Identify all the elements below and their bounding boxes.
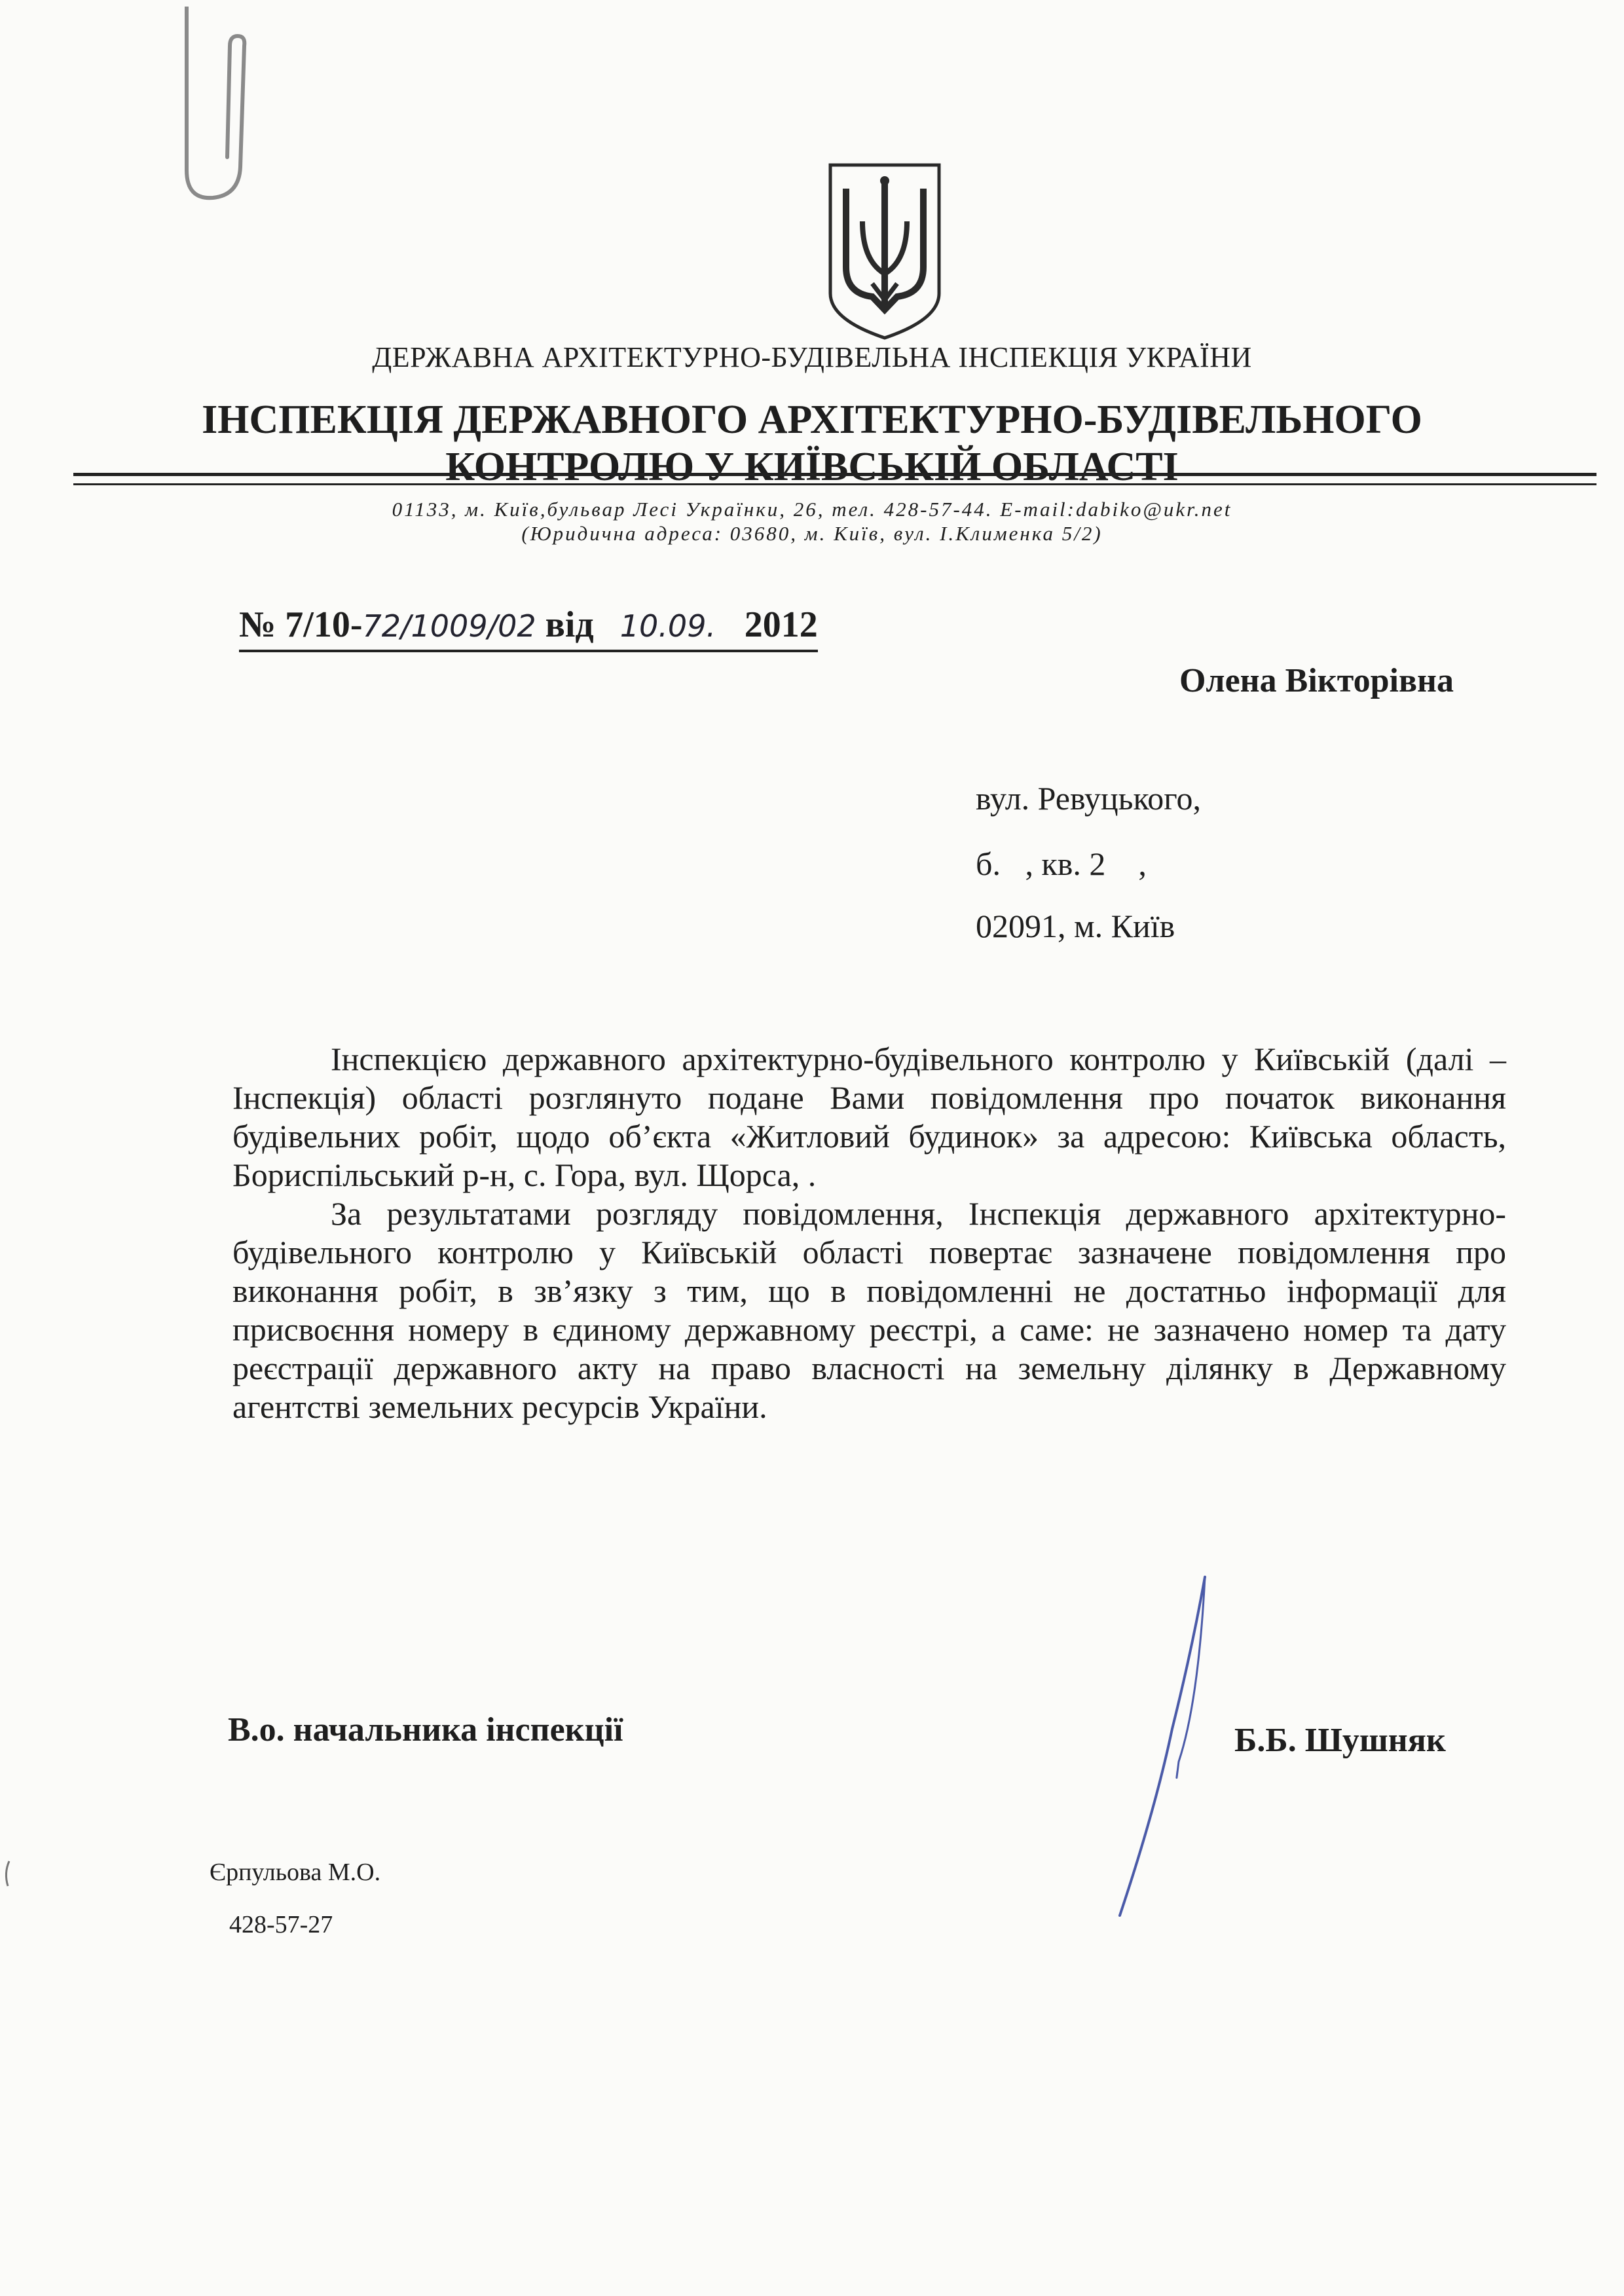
agency-name: ДЕРЖАВНА АРХІТЕКТУРНО-БУДІВЕЛЬНА ІНСПЕКЦІЯ УКРАЇНИ (372, 341, 1252, 373)
signer-name: Б.Б. Шушняк (1234, 1722, 1446, 1759)
registration-year: 2012 (744, 604, 818, 645)
registration-prefix: № 7/10- (239, 604, 363, 645)
inspection-name-line2: КОНТРОЛЮ У КИЇВСЬКІЙ ОБЛАСТІ (445, 445, 1179, 489)
registration-number-handwritten: 72/1009/02 (362, 608, 536, 644)
registration-from-label: від (545, 604, 594, 645)
handwritten-signature-icon (1094, 1572, 1244, 1925)
recipient-street: вул. Ревуцького, (976, 780, 1201, 817)
inspection-name-line1: ІНСПЕКЦІЯ ДЕРЖАВНОГО АРХІТЕКТУРНО-БУДІВЕЛЬНОГО (202, 398, 1422, 442)
recipient-name: Олена Вікторівна (1179, 662, 1454, 699)
letter-body (232, 1040, 1506, 1426)
registration-number (239, 604, 818, 652)
legal-address: (Юридична адреса: 03680, м. Київ, вул. І.Клименка 5/2) (521, 522, 1103, 545)
letterhead-rule-thin (73, 483, 1596, 485)
executor-name: Єрпульова М.О. (210, 1859, 381, 1886)
executor-phone: 428-57-27 (229, 1911, 333, 1938)
inspection-name (0, 396, 1624, 491)
body-paragraph-2: За результатами розгляду повідомлення, Інспекція державного архітектурно-будівельного контролю у Київській області повертає зазначене повідомлення про виконання робіт, в зв’язку з тим, що в повідомленні не достатньо інформації для присвоєння номеру в єдиному державному реєстрі, а саме: не зазначено номер та дату реєстрації державного акту на право власності на земельну ділянку в Державному агентстві земельних ресурсів України. (232, 1195, 1506, 1425)
registration-date-handwritten: 10.09. (619, 608, 716, 644)
edge-mark-icon (0, 1860, 13, 1938)
signer-title: В.о. начальника інспекції (228, 1711, 623, 1749)
recipient-city: 02091, м. Київ (976, 908, 1175, 944)
contact-address: 01133, м. Київ,бульвар Лесі Українки, 26, тел. 428-57-44. E-mail:dabiko@ukr.net (392, 498, 1232, 521)
tryzub-coat-of-arms-icon (826, 162, 943, 341)
recipient-building: б. , кв. 2 , (976, 845, 1147, 882)
paperclip-icon (167, 7, 278, 203)
body-paragraph-1: Інспекцією державного архітектурно-будівельного контролю у Київській (далі – Інспекція) області розглянуто подане Вами повідомлення про початок виконання будівельних робіт, щодо об’єкта «Житловий будинок» за адресою: Київська область, Бориспільський р-н, с. Гора, вул. Щорса, . (232, 1041, 1506, 1193)
letterhead-rule (73, 473, 1596, 476)
